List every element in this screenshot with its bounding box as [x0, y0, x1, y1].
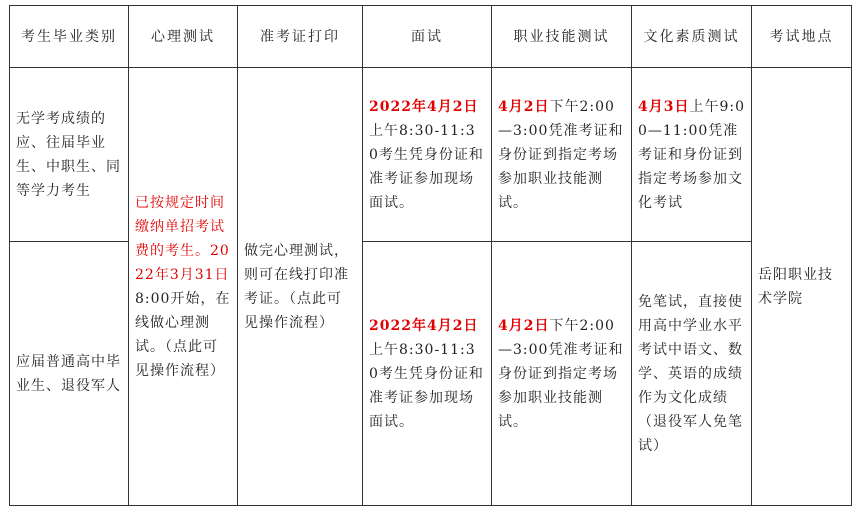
- header-admission-print: 准考证打印: [238, 6, 363, 68]
- psych-instructions-text[interactable]: 8:00开始，在线做心理测试。（点此可见操作流程）: [135, 290, 231, 379]
- table-row: [10, 68, 852, 242]
- culture-cell-2: 免笔试，直接使用高中学业水平考试中语文、数学、英语的成绩作为文化成绩（退役军人免笔试）: [632, 242, 752, 506]
- interview-date: 2022年4月2日: [369, 98, 479, 115]
- psych-test-cell: [129, 68, 238, 506]
- category-cell-1: 无学考成绩的应、往届毕业生、中职生、同等学力考生: [10, 68, 129, 242]
- category-cell-2: 应届普通高中毕业生、退役军人: [10, 242, 129, 506]
- vocational-cell-1: [492, 68, 632, 242]
- interview-details: 上午8:30-11:30考生凭身份证和准考证参加现场面试。: [369, 341, 484, 430]
- vocational-details: 下午2:00—3:00凭准考证和身份证到指定考场参加职业技能测试。: [498, 317, 624, 430]
- vocational-date: 4月2日: [498, 98, 550, 115]
- culture-date: 4月3日: [638, 98, 690, 115]
- interview-cell-1: [363, 68, 492, 242]
- vocational-date: 4月2日: [498, 317, 550, 334]
- header-vocational-test: 职业技能测试: [492, 6, 632, 68]
- vocational-details: 下午2:00—3:00凭准考证和身份证到指定考场参加职业技能测试。: [498, 98, 624, 211]
- header-category: 考生毕业类别: [10, 6, 129, 68]
- interview-details: 上午8:30-11:30考生凭身份证和准考证参加现场面试。: [369, 122, 484, 211]
- psych-eligibility-text: 已按规定时间缴纳单招考试费的考生。2022年3月31日: [135, 194, 230, 283]
- interview-date: 2022年4月2日: [369, 317, 479, 334]
- print-instructions-text[interactable]: 做完心理测试，则可在线打印准考证。（点此可见操作流程）: [244, 242, 349, 331]
- admission-schedule-table: [9, 5, 852, 506]
- culture-details: 上午9:00—11:00凭准考证和身份证到指定考场参加文化考试: [638, 98, 746, 211]
- header-psych-test: 心理测试: [129, 6, 238, 68]
- header-interview: 面试: [363, 6, 492, 68]
- admission-print-cell: [238, 68, 363, 506]
- culture-cell-1: [632, 68, 752, 242]
- header-location: 考试地点: [752, 6, 852, 68]
- header-row: [10, 6, 852, 68]
- location-cell: 岳阳职业技术学院: [752, 68, 852, 506]
- header-culture-test: 文化素质测试: [632, 6, 752, 68]
- vocational-cell-2: [492, 242, 632, 506]
- interview-cell-2: [363, 242, 492, 506]
